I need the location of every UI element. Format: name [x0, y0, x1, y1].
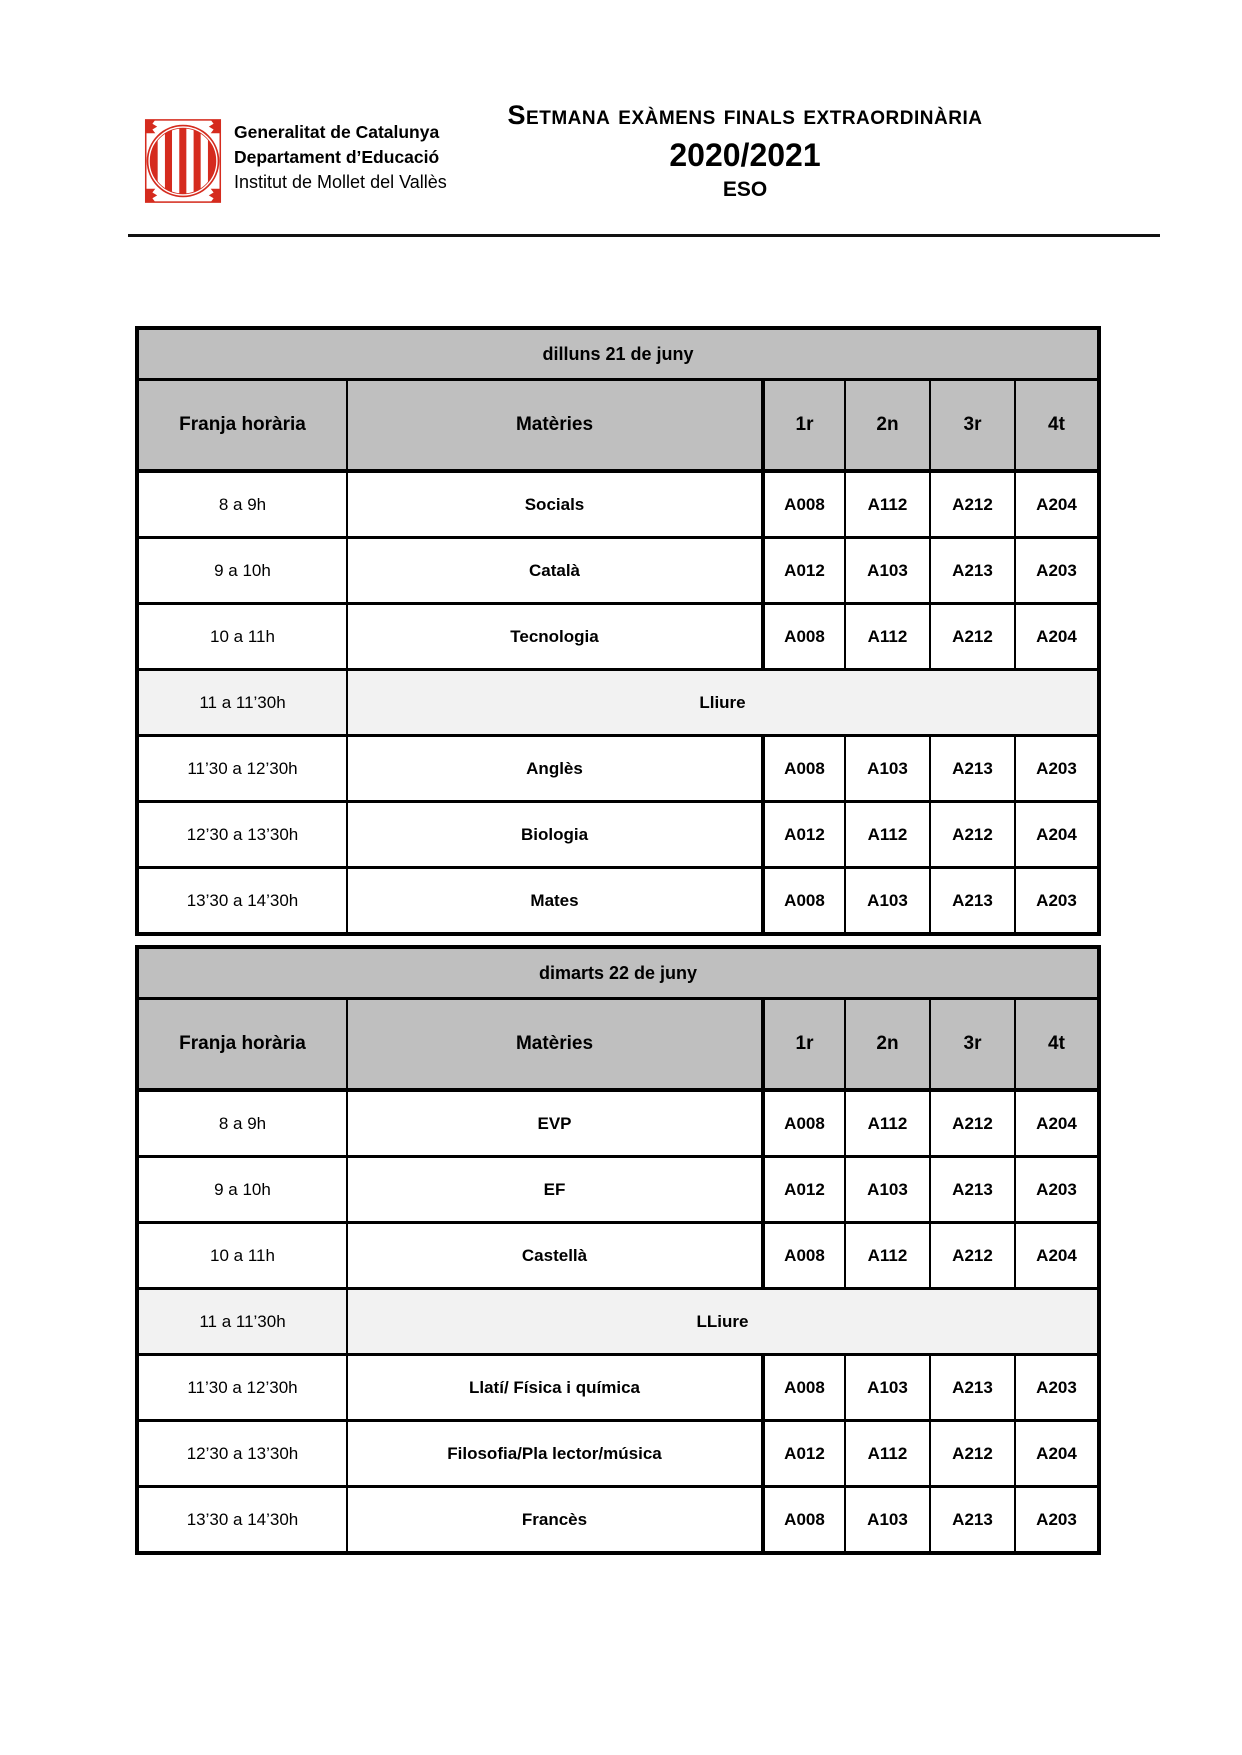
table-row — [137, 1090, 1099, 1157]
time-cell: 13’30 a 14’30h — [137, 1487, 347, 1554]
subject-cell: Socials — [347, 471, 763, 538]
col-header-franja: Franja horària — [137, 999, 347, 1091]
table-row — [137, 1487, 1099, 1554]
time-cell: 11 a 11’30h — [137, 670, 347, 736]
col-header-4t: 4t — [1015, 380, 1099, 472]
free-period-cell: Lliure — [347, 670, 1099, 736]
room-cell: A103 — [845, 1157, 930, 1223]
time-cell: 11’30 a 12’30h — [137, 736, 347, 802]
room-cell: A204 — [1015, 1090, 1099, 1157]
room-cell: A012 — [763, 802, 845, 868]
room-cell: A008 — [763, 604, 845, 670]
column-header-row — [137, 380, 1099, 472]
subject-cell: EVP — [347, 1090, 763, 1157]
schedule-table-tuesday — [135, 945, 1101, 1555]
table-row — [137, 1157, 1099, 1223]
room-cell: A008 — [763, 1487, 845, 1554]
room-cell: A112 — [845, 1223, 930, 1289]
subject-cell: Català — [347, 538, 763, 604]
time-cell: 10 a 11h — [137, 604, 347, 670]
col-header-4t: 4t — [1015, 999, 1099, 1091]
room-cell: A008 — [763, 1223, 845, 1289]
col-header-1r: 1r — [763, 999, 845, 1091]
room-cell: A008 — [763, 471, 845, 538]
room-cell: A213 — [930, 1157, 1015, 1223]
time-cell: 11 a 11’30h — [137, 1289, 347, 1355]
table-row — [137, 1223, 1099, 1289]
room-cell: A012 — [763, 538, 845, 604]
room-cell: A212 — [930, 1223, 1015, 1289]
room-cell: A112 — [845, 1090, 930, 1157]
table-row — [137, 538, 1099, 604]
table-row — [137, 604, 1099, 670]
room-cell: A213 — [930, 1487, 1015, 1554]
col-header-materies: Matèries — [347, 999, 763, 1091]
room-cell: A012 — [763, 1421, 845, 1487]
room-cell: A008 — [763, 1090, 845, 1157]
room-cell: A103 — [845, 1355, 930, 1421]
col-header-2n: 2n — [845, 380, 930, 472]
room-cell: A203 — [1015, 868, 1099, 935]
table-row — [137, 1421, 1099, 1487]
subject-cell: Llatí/ Física i química — [347, 1355, 763, 1421]
day-title: dilluns 21 de juny — [137, 328, 1099, 380]
org-name: Generalitat de Catalunya — [234, 122, 440, 142]
col-header-1r: 1r — [763, 380, 845, 472]
time-cell: 12’30 a 13’30h — [137, 1421, 347, 1487]
room-cell: A204 — [1015, 604, 1099, 670]
room-cell: A203 — [1015, 1157, 1099, 1223]
free-period-row — [137, 1289, 1099, 1355]
table-row — [137, 471, 1099, 538]
day-header-row — [137, 328, 1099, 380]
subject-cell: Francès — [347, 1487, 763, 1554]
col-header-materies: Matèries — [347, 380, 763, 472]
room-cell: A213 — [930, 1355, 1015, 1421]
table-row — [137, 1355, 1099, 1421]
title-block — [350, 100, 1140, 202]
free-period-cell: LLiure — [347, 1289, 1099, 1355]
table-row — [137, 868, 1099, 935]
time-cell: 13’30 a 14’30h — [137, 868, 347, 935]
generalitat-logo-icon — [140, 112, 226, 215]
schedule-table-monday — [135, 326, 1101, 936]
subject-cell: Tecnologia — [347, 604, 763, 670]
room-cell: A008 — [763, 868, 845, 935]
room-cell: A212 — [930, 802, 1015, 868]
room-cell: A212 — [930, 1421, 1015, 1487]
time-cell: 12’30 a 13’30h — [137, 802, 347, 868]
room-cell: A213 — [930, 736, 1015, 802]
room-cell: A203 — [1015, 538, 1099, 604]
room-cell: A204 — [1015, 802, 1099, 868]
room-cell: A103 — [845, 868, 930, 935]
room-cell: A112 — [845, 802, 930, 868]
table-row — [137, 802, 1099, 868]
room-cell: A112 — [845, 471, 930, 538]
col-header-3r: 3r — [930, 999, 1015, 1091]
room-cell: A213 — [930, 538, 1015, 604]
room-cell: A212 — [930, 604, 1015, 670]
subject-cell: EF — [347, 1157, 763, 1223]
education-level: ESO — [722, 178, 768, 201]
day-header-row — [137, 947, 1099, 999]
room-cell: A112 — [845, 604, 930, 670]
time-cell: 11’30 a 12’30h — [137, 1355, 347, 1421]
free-period-row — [137, 670, 1099, 736]
header-divider — [128, 234, 1160, 237]
subject-cell: Castellà — [347, 1223, 763, 1289]
room-cell: A008 — [763, 736, 845, 802]
room-cell: A212 — [930, 1090, 1015, 1157]
subject-cell: Biologia — [347, 802, 763, 868]
room-cell: A103 — [845, 1487, 930, 1554]
room-cell: A012 — [763, 1157, 845, 1223]
time-cell: 8 a 9h — [137, 471, 347, 538]
room-cell: A112 — [845, 1421, 930, 1487]
room-cell: A203 — [1015, 736, 1099, 802]
col-header-3r: 3r — [930, 380, 1015, 472]
column-header-row — [137, 999, 1099, 1091]
room-cell: A203 — [1015, 1355, 1099, 1421]
time-cell: 9 a 10h — [137, 1157, 347, 1223]
room-cell: A204 — [1015, 1421, 1099, 1487]
table-row — [137, 736, 1099, 802]
room-cell: A204 — [1015, 471, 1099, 538]
time-cell: 8 a 9h — [137, 1090, 347, 1157]
time-cell: 10 a 11h — [137, 1223, 347, 1289]
school-year: 2020/2021 — [669, 137, 821, 173]
subject-cell: Anglès — [347, 736, 763, 802]
room-cell: A103 — [845, 736, 930, 802]
time-cell: 9 a 10h — [137, 538, 347, 604]
page-title: Setmana exàmens finals extraordinària — [507, 100, 983, 130]
col-header-2n: 2n — [845, 999, 930, 1091]
subject-cell: Filosofia/Pla lector/música — [347, 1421, 763, 1487]
room-cell: A008 — [763, 1355, 845, 1421]
org-institute: Institut de Mollet del Vallès — [234, 172, 447, 192]
col-header-franja: Franja horària — [137, 380, 347, 472]
day-title: dimarts 22 de juny — [137, 947, 1099, 999]
room-cell: A204 — [1015, 1223, 1099, 1289]
room-cell: A203 — [1015, 1487, 1099, 1554]
room-cell: A103 — [845, 538, 930, 604]
subject-cell: Mates — [347, 868, 763, 935]
room-cell: A212 — [930, 471, 1015, 538]
org-department: Departament d’Educació — [234, 147, 440, 167]
room-cell: A213 — [930, 868, 1015, 935]
